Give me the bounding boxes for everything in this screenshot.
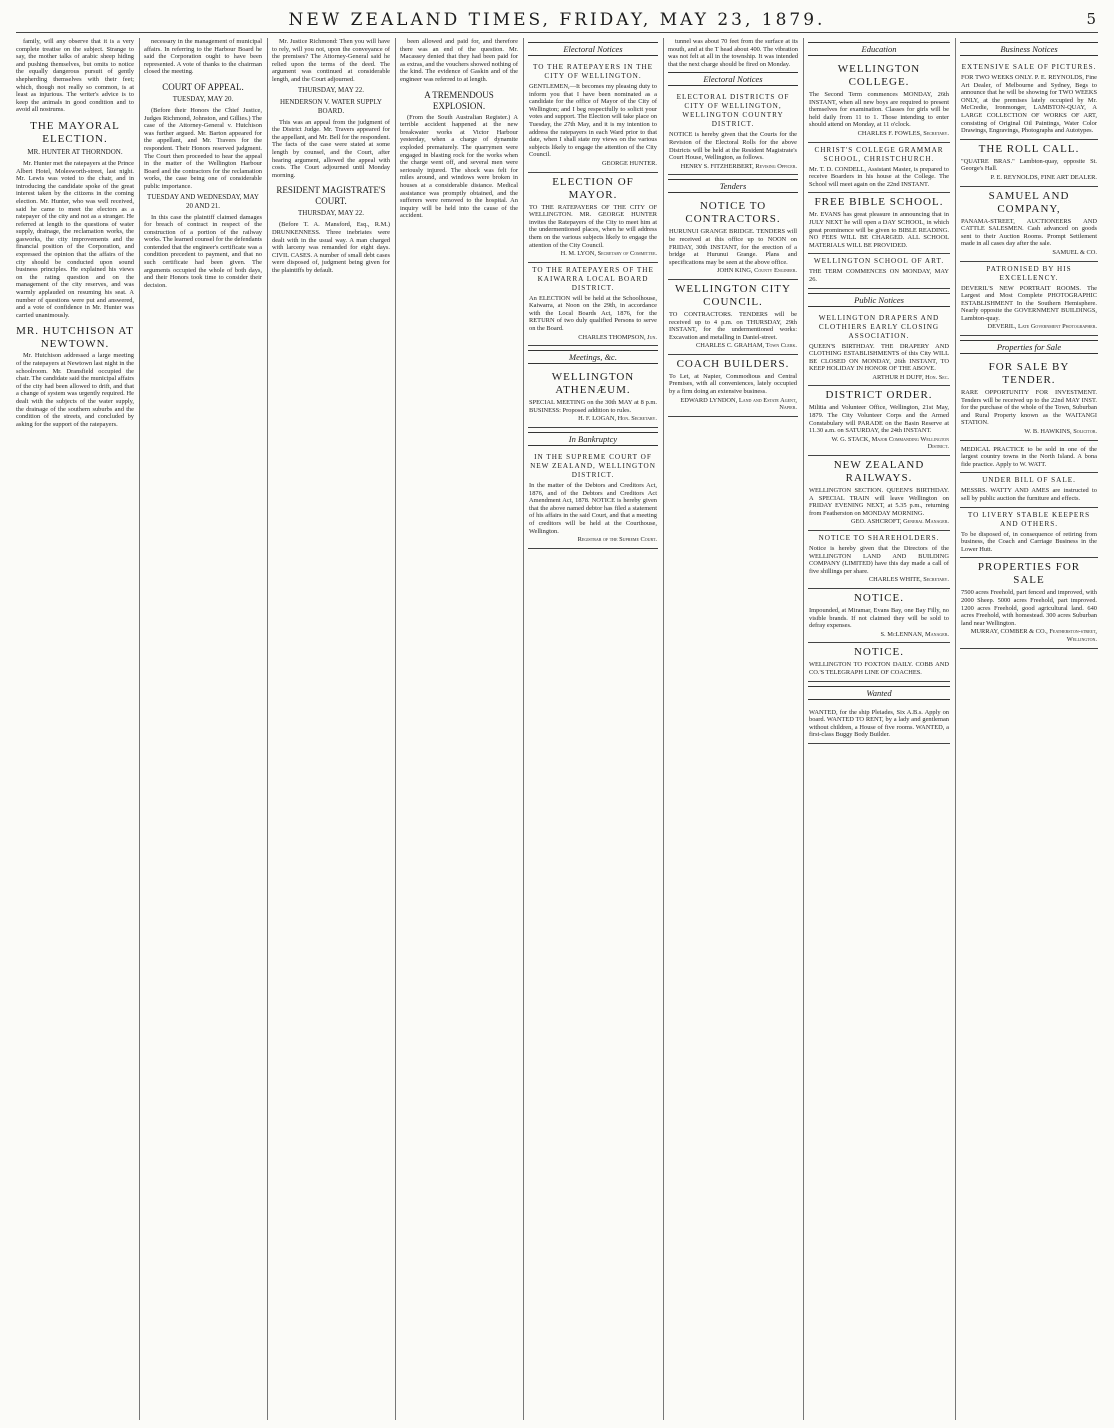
ad-heading: ELECTORAL DISTRICTS OF CITY OF WELLINGTON, WELLINGTON COUNTRY DISTRICT. [676,93,790,129]
article-dateline: TUESDAY, MAY 20. [172,94,234,103]
column-rule [395,38,396,1420]
section-header: Tenders [668,179,798,193]
advertisement [960,473,1098,507]
ad-body: The Second Term commences MONDAY, 26th INSTANT, when all new boys are required to present themselves for examination. Classes for girls will be held daily from 11 to 1. Those intending to enter should attend on Monday, at 11 o'clock. [809,91,949,129]
advertisement [808,311,950,387]
ad-body: PANAMA-STREET, AUCTIONEERS AND CATTLE SALESMEN. Cash advanced on goods sent to their Auction Rooms. Prompt Settlement made in all cases day after the sale. [961,217,1097,248]
column-3 [272,38,390,1420]
advertisement [808,143,950,194]
ad-body: TO CONTRACTORS. TENDERS will be received up to 4 p.m. on THURSDAY, 29th INSTANT, for the undermentioned works: Excavation and metalling in Daniel-street. [669,310,797,341]
ad-heading: WELLINGTON CITY COUNCIL. [675,282,791,308]
advertisement [528,368,658,428]
article-text: Mr. Hunter met the ratepayers at the Prince Albert Hotel, Molesworth-street, last night. Mr. Lewis was voted to the chair, and in introducing the candidate spoke of the great interest taken by the citizens in the coming election. Mr. Hunter, who was well received, said he came to meet the electors as a ratepayer of the city and not as a stranger. He referred at length to the questions of water supply, drainage, the reclamation works, the gasworks, the city improvements and the financial position of the Corporation, and expressed the opinion that the affairs of the city should be conducted upon sound business principles. He explained his views on the rating question and on the management of the city reserves, and was warmly applauded on resuming his seat. A number of questions were put and answered, and a vote of confidence in Mr. Hunter was carried unanimously. [16,159,134,319]
column-6 [668,38,798,1420]
advertisement [960,558,1098,648]
advertisement [528,173,658,263]
column-rule [663,38,664,1420]
column-4 [400,38,518,1420]
ad-signature: CHARLES WHITE, Secretary. [868,576,949,584]
advertisement [808,531,950,589]
article-text: been allowed and paid for, and therefore there was an end of the question. Mr. Macassey denied that they had been paid for as extras, and the vouchers showed nothing of the kind. The evidence of Gaskin and of the engineer was referred to at length. [400,38,518,83]
advertisement [808,704,950,744]
ad-heading: ELECTION OF MAYOR. [552,175,634,201]
ad-body: THE TERM COMMENCES ON MONDAY, MAY 26. [809,268,949,283]
article-text: Mr. Hutchison addressed a large meeting of the ratepayers at Newtown last night in the schoolroom. Mr. Dransfield occupied the chair. The candidate said the municipal affairs of the city had been allowed to drift, and that a change of system was urgently required. He dealt with the subjects of the water supply, the drainage of the southern suburbs and the condition of the streets, and concluded by asking for the support of the ratepayers. [16,352,134,428]
column-rule [803,38,804,1420]
ad-heading: SAMUEL AND COMPANY, [988,189,1070,215]
advertisement [960,508,1098,559]
article-subheading: MR. HUNTER AT THORNDON. [27,147,123,156]
article-text: (Before T. A. Mansford, Esq., R.M.) DRUNKENNESS. Three inebriates were dealt with in the usual way. A man charged with larceny was remanded for eight days. CIVIL CASES. A number of small debt cases were disposed of, judgment being given for the plaintiffs by default. [272,221,390,274]
ad-body: Mr. T. D. CONDELL, Assistant Master, is prepared to receive Boarders in his house at the College. The School will meet again on the 22nd INSTANT. [809,165,949,188]
ad-signature: SAMUEL & CO. [1052,248,1097,256]
ad-signature: CHARLES THOMPSON, Jun. [578,333,657,341]
advertisement [808,193,950,254]
ad-heading: UNDER BILL OF SALE. [982,476,1076,485]
article-text: (From the South Australian Register.) A terrible accident happened at the new breakwater works at Victor Harbour yesterday, when a charge of dynamite exploded prematurely. The quarrymen were engaged in blasting rock for the works when the charge went off, and several men were seriously injured. The shock was felt for miles around, and windows were broken in houses at a considerable distance. Medical assistance was promptly obtained, and the sufferers were removed to the hospital. An inquiry will be held into the cause of the accident. [400,113,518,220]
advertisement [960,358,1098,441]
ad-heading: DISTRICT ORDER. [825,389,933,402]
column-1 [16,38,134,1420]
ad-signature: S. McLENNAN, Manager. [880,630,949,638]
ad-heading: FREE BIBLE SCHOOL. [814,196,944,209]
ad-body: WELLINGTON TO FOXTON DAILY. COBB AND CO.'S TELEGRAPH LINE OF COACHES. [809,661,949,676]
section-header: Properties for Sale [960,340,1098,354]
ad-body: Impounded, at Miramar, Evans Bay, one Bay Filly, no visible brands. If not claimed they will be sold to defray expenses. [809,606,949,630]
column-rule [139,38,140,1420]
ad-heading: IN THE SUPREME COURT OF NEW ZEALAND, WELLINGTON DISTRICT. [530,453,656,480]
column-rule [267,38,268,1420]
section-header: Meetings, &c. [528,350,658,364]
ad-heading: FOR SALE BY TENDER. [988,361,1070,387]
ad-body: 7500 acres Freehold, part fenced and improved, with 2000 Sheep. 5000 acres Freehold, part improved. 1200 acres Freehold, good agricultural land. 640 acres Freehold, with homestead. 300 acres Suburban land near Wellington. [961,589,1097,627]
advertisement [808,60,950,143]
advertisement [960,441,1098,474]
ad-body: MESSRS. WATTY AND AMES are instructed to sell by public auction the furniture and effects. [961,487,1097,502]
ad-heading: TO THE RATEPAYERS OF THE KAIWARRA LOCAL BOARD DISTRICT. [532,265,654,292]
article-text: (Before their Honors the Chief Justice, Judges Richmond, Johnston, and Gillies.) The case of the Attorney-General v. Hutchison was further argued. Mr. Barton appeared for the appellant, and Mr. Travers for the respondent. Their Honors reserved judgment. The Court then proceeded to hear the appeal in the matter of the Wellington Harbour Board and the contractors for the reclamation works, the case being one of considerable public importance. [144,106,262,190]
ad-heading: WELLINGTON DRAPERS AND CLOTHIERS EARLY CLOSING ASSOCIATION. [818,313,940,340]
ad-heading: NEW ZEALAND RAILWAYS. [833,459,925,485]
ad-heading: TO LIVERY STABLE KEEPERS AND OTHERS. [967,510,1091,528]
article-heading: COURT OF APPEAL. [162,81,244,92]
article-text: tunnel was about 70 feet from the surface at its mouth, and at the T head about 400. The vibration was not felt at all in the township. It was intended that the next charge should be fired on Monday. [668,38,798,68]
masthead [16,6,1098,33]
advertisement [668,197,798,280]
section-header: Wanted [808,686,950,700]
ad-signature: P. E. REYNOLDS, FINE ART DEALER. [990,173,1097,181]
article-text: Mr. Justice Richmond: Then you will have to rely, will you not, upon the conveyance of the premises? The Attorney-General said he relied upon the terms of the deed. The argument was continued at considerable length, and the Court adjourned. [272,38,390,83]
ad-body: RARE OPPORTUNITY FOR INVESTMENT. Tenders will be received up to the 22nd MAY INST. for the purchase of the whole of the Town, Suburban and Rural Property known as the WAITANGI STATION. [961,389,1097,427]
article-heading: THE MAYORAL ELECTION. [30,119,120,145]
advertisement [668,90,798,175]
ad-body: "QUATRE BRAS." Lambton-quay, opposite St. George's Hall. [961,157,1097,173]
article-heading: MR. HUTCHISON AT NEWTOWN. [16,325,134,351]
article-dateline: THURSDAY, MAY 22. [297,85,364,94]
ad-body: An ELECTION will be held at the Schoolhouse, Kaiwarra, at Noon on the 29th, in accordance with the Local Boards Act, 1876, for the RETURN of two duly qualified Persons to serve on the Board. [529,294,657,333]
ad-body: WELLINGTON SECTION. QUEEN'S BIRTHDAY. A SPECIAL TRAIN will leave Wellington on FRIDAY EVENING NEXT, at 5.35 p.m., returning from Featherston on MONDAY MORNING. [809,487,949,517]
ad-heading: CHRIST'S COLLEGE GRAMMAR SCHOOL, CHRISTCHURCH. [814,145,944,163]
section-header: Business Notices [960,42,1098,56]
article-text: necessary in the management of municipal affairs. In referring to the Harbour Board he said the Corporation ought to have been represented. A vote of thanks to the chairman closed the meeting. [144,38,262,76]
ad-signature: JOHN KING, County Engineer. [716,267,797,275]
advertisement [808,643,950,681]
article-subheading: HENDERSON V. WATER SUPPLY BOARD. [280,97,382,115]
ad-heading: TO THE RATEPAYERS IN THE CITY OF WELLINGTON. [532,63,654,80]
ad-body: MEDICAL PRACTICE to be sold in one of the largest country towns in the North Island. A bona fide practice. Apply to W. WATT. [961,445,1097,468]
advertisement [960,262,1098,337]
ad-signature: GEORGE HUNTER. [601,159,657,167]
ad-heading: WELLINGTON SCHOOL OF ART. [813,257,945,266]
ad-signature: W. B. HAWKINS, Solicitor. [1024,428,1097,436]
advertisement [960,140,1098,187]
advertisement [668,355,798,417]
ad-heading: PROPERTIES FOR SALE [977,561,1081,587]
ad-heading: NOTICE TO SHAREHOLDERS. [818,534,940,542]
advertisement [808,254,950,288]
ad-heading: NOTICE TO CONTRACTORS. [685,200,781,226]
ad-heading: EXTENSIVE SALE OF PICTURES. [961,63,1097,71]
ad-body: QUEEN'S BIRTHDAY. THE DRAPERY AND CLOTHING ESTABLISHMENTS of this City WILL BE CLOSED ON MONDAY, 26th INSTANT, TO KEEP HOLIDAY IN HONOR OF THE ABOVE. [809,342,949,373]
ad-body: In the matter of the Debtors and Creditors Act, 1876, and of the Debtors and Creditors Act Amendment Act, 1878. NOTICE is hereby given that the above named debtor has filed a statement of his affairs in the said Court, and that a meeting of creditors will be held at the Courthouse, Wellington. [529,482,657,535]
ad-body: NOTICE is hereby given that the Courts for the Revision of the Electoral Rolls for the above Districts will be held at the Resident Magistrate's Court House, Wellington, as follows. [669,131,797,162]
column-2 [144,38,262,1420]
ad-signature: Registrar of the Supreme Court. [577,536,657,544]
section-header: Public Notices [808,293,950,307]
column-rule [955,38,956,1420]
advertisement [808,456,950,531]
article-heading: A TREMENDOUS EXPLOSION. [424,89,494,111]
ad-heading: PATRONISED BY HIS EXCELLENCY. [986,264,1072,282]
column-7 [808,38,950,1420]
column-rule [523,38,524,1420]
column-5 [528,38,658,1420]
ad-body: To Let, at Napier, Commodious and Central Premises, with all conveniences, lately occupied by a firm doing an extensive business. [669,372,797,396]
ad-signature: ARTHUR H DUFF, Hon. Sec. [872,373,949,381]
column-8 [960,38,1098,1420]
ad-heading: NOTICE. [853,646,905,659]
section-header: In Bankruptcy [528,432,658,446]
ad-body: HURUNUI GRANGE BRIDGE. TENDERS will be received at this office up to NOON on FRIDAY, 30th INSTANT, for the erection of a bridge at Hurunui Grange. Plans and specifications may be seen at the above office. [669,228,797,266]
advertisement [960,60,1098,140]
ad-signature: H. M. LYON, Secretary of Committee. [560,250,657,258]
advertisement [808,589,950,643]
ad-body: Militia and Volunteer Office, Wellington, 21st May, 1879. The City Volunteer Corps and the Armed Constabulary will PARADE on the Basin Reserve at 11.30 a.m. on SATURDAY, the 24th INSTANT. [809,404,949,435]
ad-body: Notice is hereby given that the Directors of the WELLINGTON LAND AND BUILDING COMPANY (LIMITED) have this day made a call of five shillings per share. [809,545,949,575]
article-heading: RESIDENT MAGISTRATE'S COURT. [276,185,386,207]
ad-body: DEVERIL'S NEW PORTRAIT ROOMS. The Largest and Most Complete PHOTOGRAPHIC ESTABLISHMENT In the Southern Hemisphere. Nearly opposite the GOVERNMENT BUILDINGS, Lambton-quay. [961,284,1097,322]
article-text: In this case the plaintiff claimed damages for breach of contract in respect of the construction of a portion of the railway works. The learned counsel for the defendants contended that the engineer's certificate was a condition precedent to payment, and that no such certificate had been given. The arguments occupied the whole of both days, and their Honors took time to consider their decision. [144,213,262,289]
ad-heading: WELLINGTON ATHENÆUM. [551,371,635,397]
ad-signature: CHARLES C. GRAHAM, Town Clerk. [695,342,797,350]
advertisement [960,187,1098,262]
masthead-title: NEW ZEALAND TIMES, FRIDAY, MAY 23, 1879. [288,10,826,30]
ad-heading: WELLINGTON COLLEGE. [837,63,921,88]
ad-body: Mr. EVANS has great pleasure in announcing that in JULY NEXT he will open a DAY SCHOOL, in which great prominence will be given to BIBLE READING. NO FEES WILL BE CHARGED. ALL SCHOOL MATERIALS WILL BE PROVIDED. [809,211,949,249]
ad-body: To be disposed of, in consequence of retiring from business, the Coach and Carriage Business in the Lower Hutt. [961,530,1097,553]
ad-body: TO THE RATEPAYERS OF THE CITY OF WELLINGTON. MR. GEORGE HUNTER invites the Ratepayers of the City to meet him at the undermentioned places, when he will address them on the various subjects likely to engage the attention of the City Council. [529,203,657,249]
ad-signature: DEVERIL, Late Government Photographer. [987,323,1097,331]
ad-signature: GEO. ASHCROFT, General Manager. [850,518,949,526]
article-dateline: TUESDAY AND WEDNESDAY, MAY 20 AND 21. [147,192,259,210]
section-header: Electoral Notices [668,72,798,86]
article-dateline: THURSDAY, MAY 22. [297,209,364,218]
ad-heading: COACH BUILDERS. [676,357,790,370]
ad-body: GENTLEMEN,—It becomes my pleasing duty to inform you that I have been nominated as a candidate for the office of Mayor of the City of Wellington; and I beg respectfully to solicit your votes and support. The Election will take place on Tuesday, the 27th May, and it is my intention to address the ratepayers in each Ward prior to that date, when I shall state my views on the various subjects likely to engage the attention of the City Council. [529,83,657,159]
advertisement [808,386,950,456]
ad-signature: MURRAY, COMBER & CO., Featherston-street, Wellington. [970,628,1097,643]
ad-signature: CHARLES F. FOWLES, Secretary. [857,129,949,137]
section-header: Electoral Notices [528,42,658,56]
article-text: family, will any observe that it is a very complete treatise on the subject. Strange to say, the mother talks of arabic sheep hiding and pushing themselves, but omits to notice the equally dangerous pursuit of gently shepherding themselves with their feet; which, though not really so common, is at least as injurious. The writer's advice is to keep the animals in good condition and to avoid all nostrums. [16,38,134,114]
advertisement [528,60,658,173]
ad-heading: THE ROLL CALL. [978,142,1080,155]
advertisement [528,263,658,347]
ad-signature: H. F. LOGAN, Hon. Secretary. [578,415,657,423]
ad-body: SPECIAL MEETING on the 30th MAY at 8 p.m. BUSINESS: Proposed addition to rules. [529,399,657,414]
article-text: This was an appeal from the judgment of the District Judge. Mr. Travers appeared for the appellant, and Mr. Bell for the respondent. The facts of the case were stated at some length by counsel, and the Court, after hearing argument, allowed the appeal with costs. The Court adjourned until Monday morning. [272,118,390,179]
ad-body: FOR TWO WEEKS ONLY. P. E. REYNOLDS, Fine Art Dealer, of Melbourne and Sydney, Begs to announce that he will be showing for TWO WEEKS ONLY, at the premises lately occupied by Mr. McCredie, Ironmonger, LAMBTON-QUAY, A LARGE COLLECTION OF WORKS OF ART, consisting of Original Oil Paintings, Water Color Drawings, Engravings, Photographs and Autotypes. [961,74,1097,135]
ad-heading: NOTICE. [853,591,905,604]
ad-signature: W. G. STACK, Major Commanding Wellington District. [831,435,949,451]
page-number: 5 [1086,10,1096,28]
ad-signature: EDWARD LYNDON, Land and Estate Agent, Napier. [680,396,797,412]
section-header: Education [808,42,950,56]
advertisement [528,450,658,549]
advertisement [668,280,798,355]
ad-signature: HENRY S. FITZHERBERT, Revising Officer. [680,162,797,170]
ad-body: WANTED, for the ship Pleiades, Six A.B.s. Apply on board. WANTED TO RENT, by a lady and gentleman without children, a House of five rooms. WANTED, a first-class Buggy Body Builder. [809,708,949,739]
